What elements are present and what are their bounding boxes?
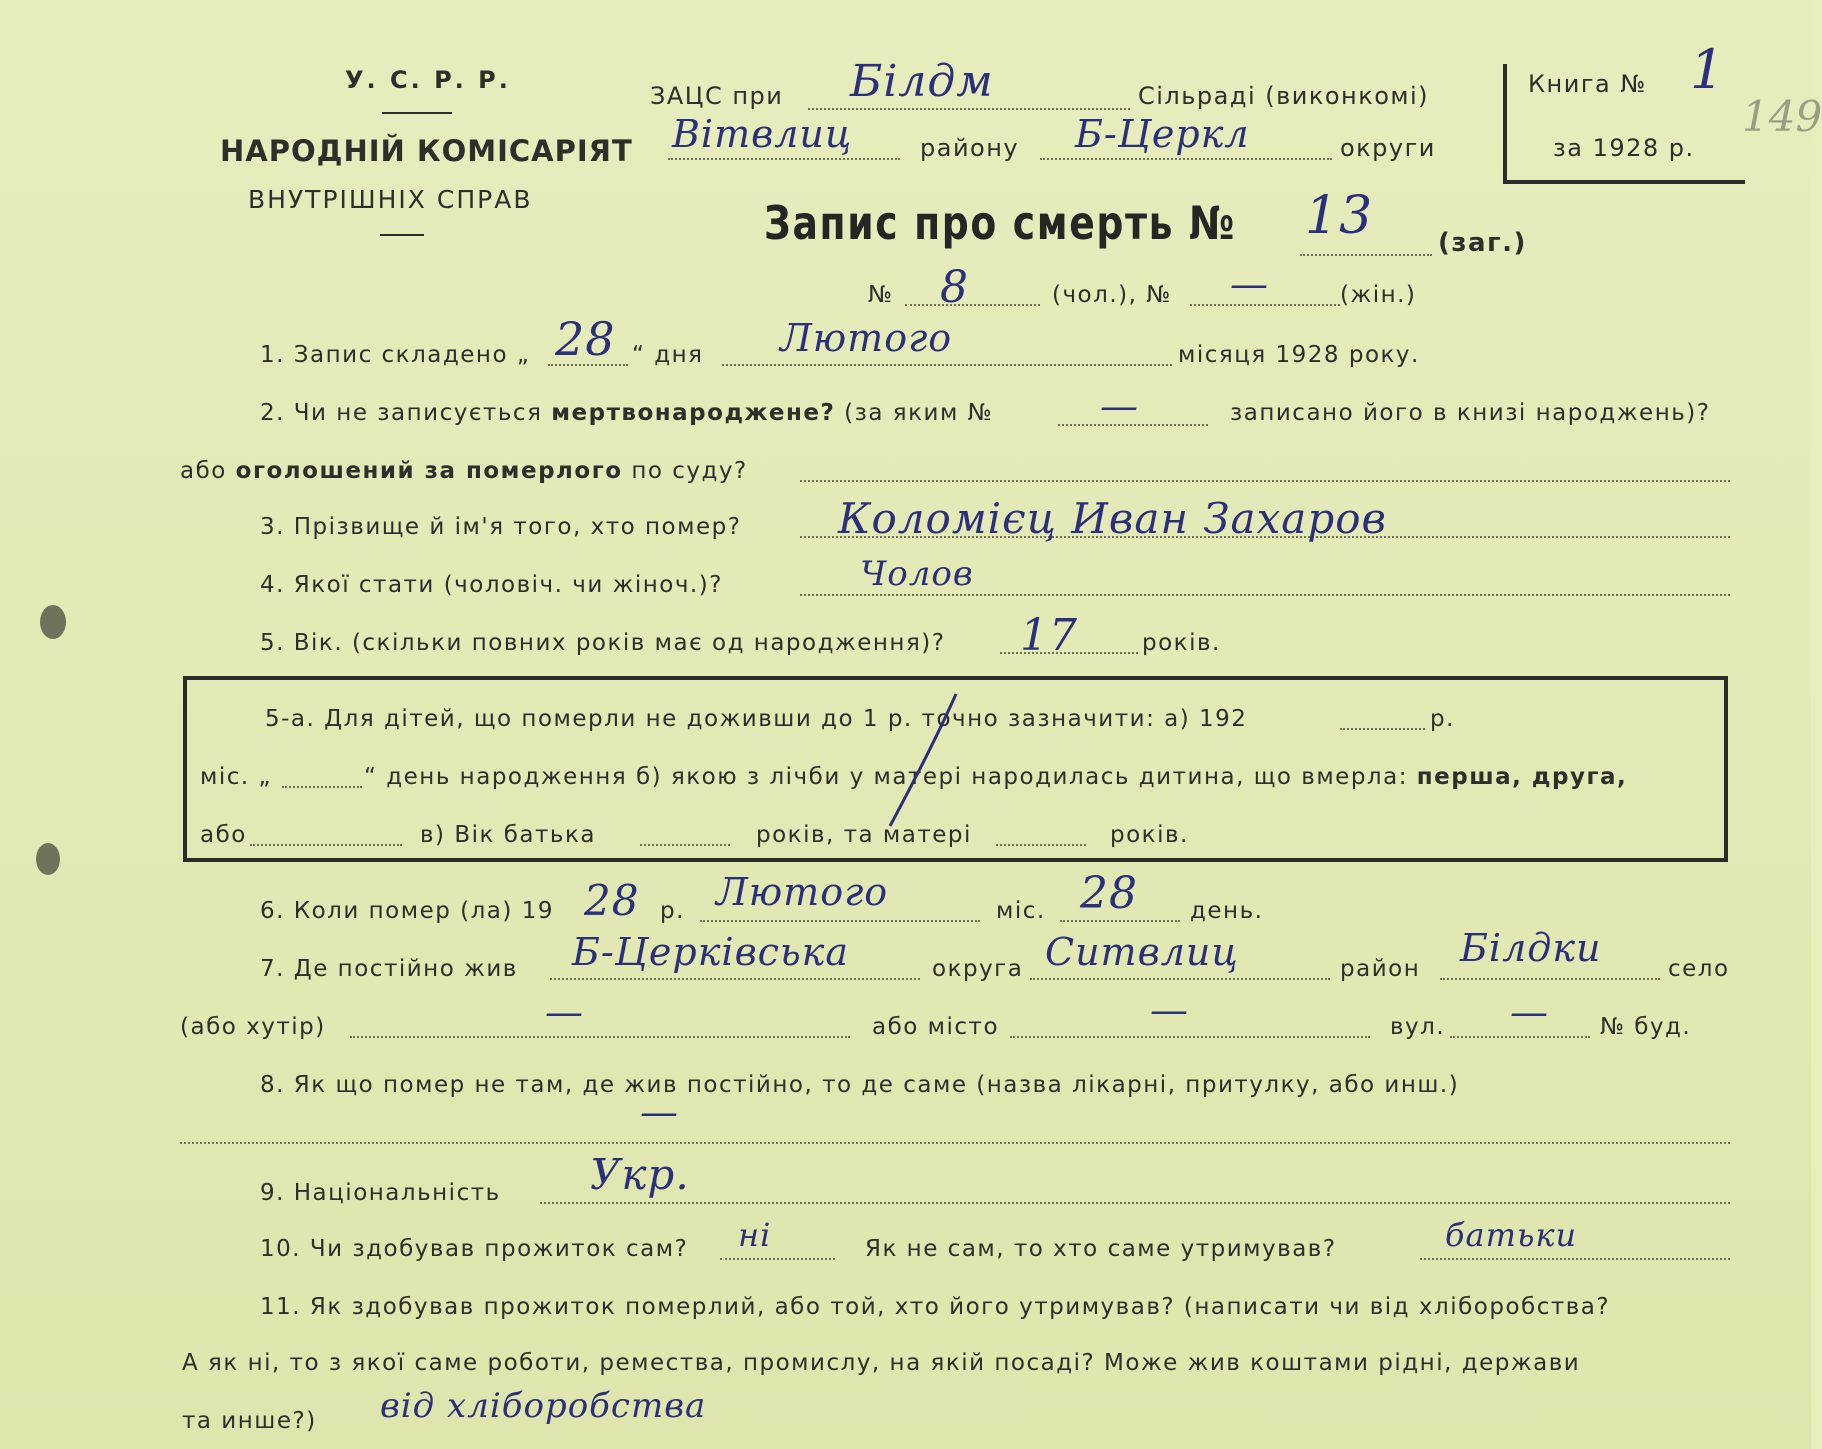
q5a-line2-b: “ день народження б) якою з лічби у матері народилась дитина, що вмерла: (364, 764, 1408, 790)
q2-text-a: 2. Чи не записується (260, 400, 543, 426)
zags-label: ЗАЦС при (650, 82, 784, 110)
q10-label: 10. Чи здобував прожиток сам? (260, 1236, 689, 1262)
q4-value-line (800, 594, 1730, 596)
male-number-line (905, 304, 1040, 306)
q7-selo-line (1440, 978, 1660, 980)
q1-day-value: 28 (555, 312, 616, 366)
cross-out-stroke (880, 690, 970, 830)
q5a-year-line (1340, 728, 1425, 730)
book-box-left (1503, 64, 1507, 184)
q2-text-bold: мертвонароджене? (551, 400, 836, 426)
q5a-line1: 5-а. Для дітей, що померли не доживши до 1 р. точно зазначити: а) 192 (265, 706, 1248, 732)
q10-value: ні (738, 1216, 772, 1254)
q5a-line2-bold: перша, друга, (1416, 764, 1628, 790)
q6-year: 28 (584, 876, 640, 925)
q7-vul-label: вул. (1390, 1014, 1446, 1040)
q3-value: Коломієц Иван Захаров (838, 494, 1387, 543)
record-number-line (1300, 254, 1432, 256)
record-suffix: (заг.) (1438, 228, 1527, 258)
q7-selo-label: село (1668, 956, 1730, 982)
book-number: 1 (1690, 38, 1726, 101)
q2-line2 (180, 458, 748, 484)
header-divider (380, 234, 424, 236)
q6-den: день. (1190, 898, 1264, 924)
q1-month-value: Лютого (780, 316, 953, 360)
q3-label: 3. Прізвище й ім'я того, хто помер? (260, 514, 742, 540)
q5a-line1-end: р. (1430, 706, 1455, 732)
q4-label: 4. Якої стати (чоловіч. чи жіноч.)? (260, 572, 723, 598)
q7-selo-value: Білдки (1460, 926, 1602, 970)
commissariat-title: НАРОДНІЙ КОМІСАРІЯТ (220, 134, 633, 168)
q8-value: — (640, 1090, 679, 1134)
q5-end: років. (1142, 630, 1221, 656)
female-label: (жін.) (1340, 282, 1417, 308)
q7-raion-label: район (1340, 956, 1421, 982)
q5a-month-line (282, 786, 362, 788)
zags-village-value: Білдм (850, 56, 994, 107)
q7-okrug-line (550, 978, 920, 980)
q8-label: 8. Як що помер не там, де жив постійно, то де саме (назва лікарні, притулку, або инш.) (260, 1072, 1460, 1098)
q7-bud-label: № буд. (1600, 1014, 1692, 1040)
header-divider (382, 112, 452, 114)
district-value: Вітвлиц (672, 112, 853, 156)
q10-value-b-line (1420, 1258, 1730, 1260)
q6-day-line (1060, 920, 1180, 922)
q6-month-line (700, 920, 980, 922)
q5-value: 17 (1020, 610, 1078, 661)
q2-value: — (1100, 384, 1139, 428)
q7-vul-value: — (1510, 990, 1549, 1034)
q2-label-a (260, 400, 993, 426)
district-label: району (920, 134, 1020, 162)
council-label: Сільраді (виконкомі) (1138, 82, 1430, 110)
q7-misto-line (1010, 1036, 1370, 1038)
q5a-line3-d: років. (1110, 822, 1189, 848)
q7-label: 7. Де постійно жив (260, 956, 518, 982)
q5a-line3-a: або (200, 822, 247, 848)
q10-value-b: батьки (1445, 1216, 1578, 1254)
q5-label: 5. Вік. (скільки повних років має од народження)? (260, 630, 946, 656)
q5a-mother-age-line (996, 844, 1086, 846)
q10-value-line (720, 1258, 835, 1260)
q1-month-line (722, 364, 1172, 366)
q6-label: 6. Коли помер (ла) 19 (260, 898, 554, 924)
q4-value: Чолов (860, 554, 974, 594)
q2-text-b: (за яким № (844, 400, 994, 426)
record-title: Запис про смерть № (764, 196, 1236, 250)
q1-label: 1. Запис складено „ (260, 342, 531, 368)
q6-mis: міс. (996, 898, 1046, 924)
q9-label: 9. Національність (260, 1180, 501, 1206)
q1-mid: “ дня (632, 342, 704, 368)
q6-day: 28 (1080, 868, 1138, 919)
female-number-value: — (1230, 262, 1269, 306)
q5a-line3-c: років, та матері (756, 822, 972, 848)
q7-vul-line (1450, 1036, 1590, 1038)
male-number-label: № (868, 282, 894, 308)
record-number: 13 (1305, 186, 1374, 246)
q1-end: місяця 1928 року. (1178, 342, 1420, 368)
book-year: за 1928 р. (1553, 134, 1695, 162)
q5a-line3-b: в) Вік батька (420, 822, 596, 848)
corner-number: 149 (1742, 92, 1822, 141)
q8-value-line (180, 1142, 1730, 1144)
q2-line2-bold: оголошений за померлого (235, 458, 623, 484)
q2-label-c: записано його в книзі народжень)? (1230, 400, 1711, 426)
q6-month: Лютого (716, 870, 889, 914)
q10-label-b: Як не сам, то хто саме утримував? (865, 1236, 1337, 1262)
zags-village-line (808, 108, 1130, 110)
district-line (668, 158, 900, 160)
okrug-label: округи (1340, 134, 1436, 162)
book-box-bottom (1503, 180, 1745, 184)
q5a-other-line (250, 844, 402, 846)
q7-okrug-label: округа (932, 956, 1024, 982)
q6-r: р. (660, 898, 685, 924)
q2-line2-b: по суду? (631, 458, 748, 484)
binder-hole (36, 843, 60, 875)
q9-value: Укр. (590, 1150, 690, 1199)
q7-khutir-line (350, 1036, 850, 1038)
binder-hole (40, 605, 66, 639)
book-label: Книга № (1528, 70, 1647, 98)
q5a-father-age-line (640, 844, 730, 846)
q7-raion-value: Ситвлиц (1045, 930, 1239, 974)
q2-line2-line (800, 480, 1730, 482)
q7-misto-value: — (1150, 988, 1189, 1032)
q11-value: від хліборобства (380, 1386, 707, 1426)
q7-khutir-value: — (545, 990, 584, 1034)
okrug-value: Б-Церкл (1075, 112, 1250, 156)
male-number-value: 8 (940, 262, 969, 313)
okrug-line (1040, 158, 1332, 160)
q9-value-line (540, 1202, 1730, 1204)
q7-raion-line (1030, 978, 1330, 980)
q11-line2: А як ні, то з якої саме роботи, ремества, промислу, на якій посаді? Може жив коштами рідні, держави (182, 1350, 1581, 1376)
q11-line3: та инше?) (182, 1408, 317, 1434)
q7-okrug-value: Б-Церківська (572, 930, 849, 974)
ussr-header: У. С. Р. Р. (345, 66, 511, 94)
internal-affairs-subtitle: ВНУТРІШНІХ СПРАВ (248, 185, 533, 214)
q7-misto-label: або місто (872, 1014, 1000, 1040)
q11-line1: 11. Як здобував прожиток померлий, або той, хто його утримував? (написати чи від хліборобства? (260, 1294, 1611, 1320)
q5a-line2-a: міс. „ (200, 764, 272, 790)
q2-line2-a: або (180, 458, 227, 484)
q5a-line2 (364, 764, 1627, 790)
q7-line2-a: (або хутір) (180, 1014, 326, 1040)
male-female-label: (чол.), № (1052, 282, 1172, 308)
